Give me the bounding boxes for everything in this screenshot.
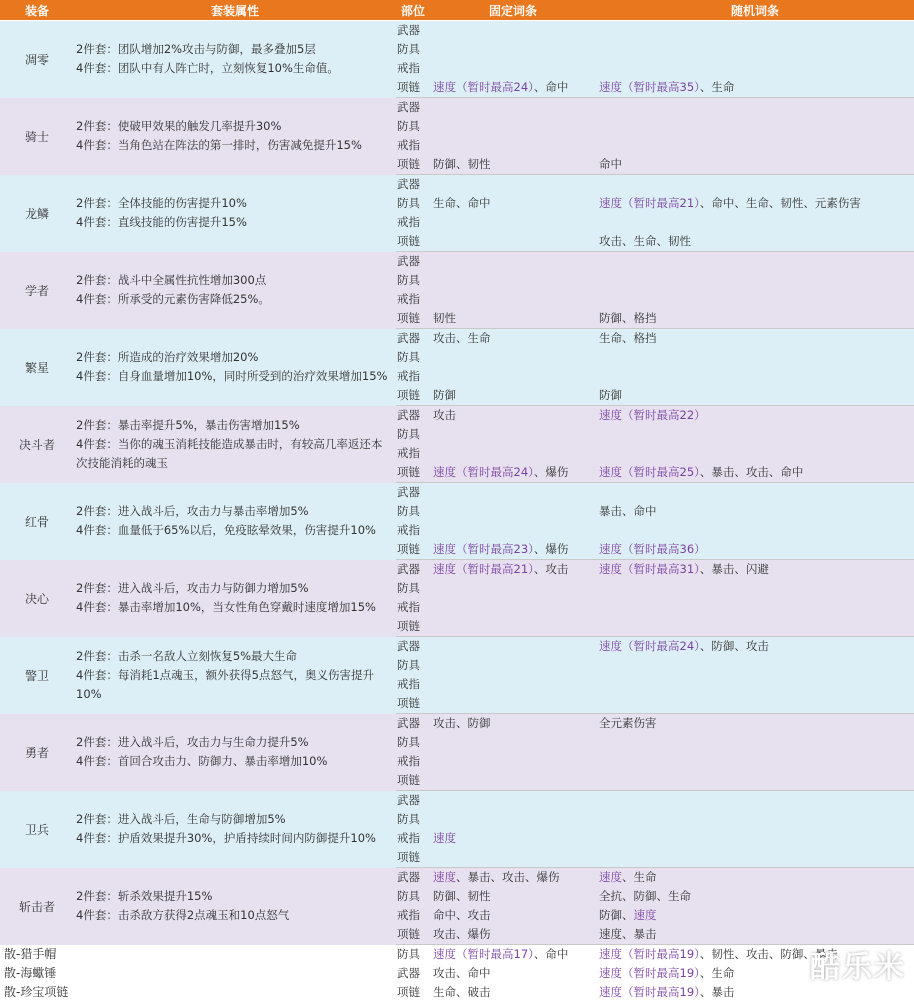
random-affix-cell (596, 21, 914, 41)
affix-text: 、命中 (534, 947, 569, 961)
random-affix-cell (596, 309, 914, 329)
set-bonus-line: 4件套：每消耗1点魂玉，额外获得5点怒气，奥义伤害提升10% (76, 666, 390, 704)
fixed-affix-cell (430, 540, 596, 560)
affix-text: 全抗、防御、生命 (599, 889, 691, 903)
random-affix-cell (596, 252, 914, 272)
set-bonus-line: 4件套：击杀敌方获得2点魂玉和10点怒气 (76, 906, 390, 925)
random-affix-cell (596, 848, 914, 868)
random-affix-cell (596, 78, 914, 98)
highlight-text: 速度（暂时最高24） (599, 639, 700, 653)
slot-label: 戒指 (396, 521, 430, 540)
fixed-affix-cell (430, 521, 596, 540)
slot-label: 防具 (396, 945, 430, 965)
highlight-text: 速度（暂时最高19） (599, 947, 700, 961)
set-description (74, 406, 396, 483)
random-affix-cell (596, 155, 914, 175)
affix-text: 生命、格挡 (599, 331, 657, 345)
affix-text: 、生命 (700, 966, 735, 980)
set-description (74, 98, 396, 175)
affix-text: 攻击、命中 (433, 966, 491, 980)
fixed-affix-cell (430, 444, 596, 463)
random-affix-cell (596, 117, 914, 136)
set-bonus-line: 4件套：自身血量增加10%，同时所受到的治疗效果增加15% (76, 367, 390, 386)
highlight-text: 速度（暂时最高25） (599, 465, 700, 479)
slot-label: 武器 (396, 637, 430, 657)
slot-label: 防具 (396, 579, 430, 598)
set-bonus-line: 4件套：当角色站在阵法的第一排时，伤害减免提升15% (76, 136, 390, 155)
slot-label: 武器 (396, 21, 430, 41)
affix-text: 、暴击、攻击、爆伤 (456, 870, 560, 884)
set-description (74, 868, 396, 945)
highlight-text: 速度（暂时最高22） (599, 408, 706, 422)
random-affix-cell (596, 637, 914, 657)
fixed-affix-cell (430, 502, 596, 521)
highlight-text: 速度 (433, 870, 456, 884)
slot-label: 武器 (396, 868, 430, 888)
highlight-text: 速度（暂时最高36） (599, 542, 706, 556)
fixed-affix-cell (430, 925, 596, 945)
random-affix-cell (596, 463, 914, 483)
set-description (74, 791, 396, 868)
random-affix-cell (596, 868, 914, 888)
set-name: 繁星 (0, 329, 74, 406)
fixed-affix-cell (430, 155, 596, 175)
highlight-text: 速度（暂时最高17） (433, 947, 534, 961)
set-bonus-line: 2件套：进入战斗后，攻击力与暴击率增加5% (76, 502, 390, 521)
set-name: 骑士 (0, 98, 74, 175)
fixed-affix-cell (430, 868, 596, 888)
set-bonus-line: 2件套：进入战斗后，生命与防御增加5% (76, 810, 390, 829)
set-bonus-line: 2件套：暴击率提升5%，暴击伤害增加15% (76, 416, 390, 435)
table-row (0, 868, 914, 888)
loose-item-name: 散-猎手帽 (0, 945, 396, 965)
table-row (0, 483, 914, 503)
fixed-affix-cell (430, 40, 596, 59)
fixed-affix-cell (430, 329, 596, 349)
fixed-affix-cell (430, 21, 596, 41)
fixed-affix-cell (430, 290, 596, 309)
random-affix-cell (596, 290, 914, 309)
random-affix-cell (596, 694, 914, 714)
affix-text: 生命、破击 (433, 985, 491, 999)
random-affix-cell (596, 483, 914, 503)
slot-label: 项链 (396, 78, 430, 98)
random-affix-cell (596, 232, 914, 252)
affix-text: 命中 (599, 157, 622, 171)
random-affix-cell (596, 348, 914, 367)
fixed-affix-cell (430, 714, 596, 734)
table-row (0, 945, 914, 965)
set-name: 龙鳞 (0, 175, 74, 252)
highlight-text: 速度（暂时最高21） (433, 562, 534, 576)
fixed-affix-cell (430, 829, 596, 848)
random-affix-cell (596, 194, 914, 213)
slot-label: 防具 (396, 194, 430, 213)
slot-label: 项链 (396, 983, 430, 1002)
affix-text: 、爆伤 (534, 465, 569, 479)
random-affix-cell (596, 579, 914, 598)
set-description (74, 21, 396, 98)
highlight-text: 速度（暂时最高19） (599, 985, 700, 999)
slot-label: 项链 (396, 925, 430, 945)
affix-text: 、生命 (700, 80, 735, 94)
slot-label: 武器 (396, 714, 430, 734)
affix-text: 生命、命中 (433, 196, 491, 210)
set-bonus-line: 2件套：团队增加2%攻击与防御，最多叠加5层 (76, 40, 390, 59)
set-description (74, 329, 396, 406)
fixed-affix-cell (430, 194, 596, 213)
affix-text: 攻击、生命 (433, 331, 491, 345)
set-name: 红骨 (0, 483, 74, 560)
set-description (74, 714, 396, 791)
set-name: 斩击者 (0, 868, 74, 945)
fixed-affix-cell (430, 887, 596, 906)
header-slot: 部位 (396, 0, 430, 21)
table-row (0, 964, 914, 983)
set-bonus-line: 4件套：血量低于65%以后，免疫眩晕效果，伤害提升10% (76, 521, 390, 540)
table-body (0, 21, 914, 1002)
slot-label: 防具 (396, 887, 430, 906)
watermark: 酷乐米 (810, 942, 906, 986)
slot-label: 戒指 (396, 444, 430, 463)
table-row (0, 714, 914, 734)
fixed-affix-cell (430, 694, 596, 714)
fixed-affix-cell (430, 463, 596, 483)
slot-label: 项链 (396, 463, 430, 483)
fixed-affix-cell (430, 945, 596, 965)
slot-label: 戒指 (396, 290, 430, 309)
affix-text: 防御、 (599, 908, 634, 922)
set-name: 凋零 (0, 21, 74, 98)
random-affix-cell (596, 502, 914, 521)
set-bonus-line: 4件套：暴击率增加10%，当女性角色穿戴时速度增加15% (76, 598, 390, 617)
affix-text: 全元素伤害 (599, 716, 657, 730)
affix-text: 、韧性、攻击、防御、暴击 (700, 947, 838, 961)
fixed-affix-cell (430, 483, 596, 503)
fixed-affix-cell (430, 232, 596, 252)
set-description (74, 483, 396, 560)
affix-text: 攻击、生命、韧性 (599, 234, 691, 248)
slot-label: 武器 (396, 483, 430, 503)
set-bonus-line: 2件套：进入战斗后，攻击力与生命力提升5% (76, 733, 390, 752)
highlight-text: 速度（暂时最高21） (599, 196, 700, 210)
fixed-affix-cell (430, 252, 596, 272)
affix-text: 攻击 (433, 408, 456, 422)
set-bonus-line: 4件套：护盾效果提升30%，护盾持续时间内防御提升10% (76, 829, 390, 848)
slot-label: 防具 (396, 502, 430, 521)
random-affix-cell (596, 598, 914, 617)
highlight-text: 速度（暂时最高23） (433, 542, 534, 556)
fixed-affix-cell (430, 271, 596, 290)
highlight-text: 速度（暂时最高24） (433, 80, 534, 94)
random-affix-cell (596, 656, 914, 675)
random-affix-cell (596, 540, 914, 560)
slot-label: 武器 (396, 791, 430, 811)
slot-label: 戒指 (396, 675, 430, 694)
highlight-text: 速度 (433, 831, 456, 845)
random-affix-cell (596, 617, 914, 637)
random-affix-cell (596, 175, 914, 195)
random-affix-cell (596, 444, 914, 463)
set-bonus-line: 2件套：使破甲效果的触发几率提升30% (76, 117, 390, 136)
table-row (0, 560, 914, 580)
random-affix-cell (596, 733, 914, 752)
fixed-affix-cell (430, 752, 596, 771)
header-random-affix: 随机词条 (596, 0, 914, 21)
slot-label: 项链 (396, 848, 430, 868)
highlight-text: 速度（暂时最高31） (599, 562, 700, 576)
fixed-affix-cell (430, 309, 596, 329)
fixed-affix-cell (430, 348, 596, 367)
set-bonus-line: 2件套：进入战斗后，攻击力与防御力增加5% (76, 579, 390, 598)
random-affix-cell (596, 791, 914, 811)
set-name: 决斗者 (0, 406, 74, 483)
loose-item-name: 散-珍宝项链 (0, 983, 396, 1002)
set-description (74, 175, 396, 252)
slot-label: 武器 (396, 98, 430, 118)
affix-text: 、暴击 (700, 985, 735, 999)
affix-text: 命中、攻击 (433, 908, 491, 922)
fixed-affix-cell (430, 675, 596, 694)
set-bonus-line: 2件套：战斗中全属性抗性增加300点 (76, 271, 390, 290)
slot-label: 防具 (396, 117, 430, 136)
random-affix-cell (596, 675, 914, 694)
random-affix-cell (596, 40, 914, 59)
slot-label: 项链 (396, 232, 430, 252)
slot-label: 防具 (396, 810, 430, 829)
slot-label: 戒指 (396, 829, 430, 848)
slot-label: 武器 (396, 175, 430, 195)
fixed-affix-cell (430, 733, 596, 752)
table-row (0, 983, 914, 1002)
random-affix-cell (596, 271, 914, 290)
fixed-affix-cell (430, 560, 596, 580)
highlight-text: 速度 (599, 870, 622, 884)
fixed-affix-cell (430, 964, 596, 983)
fixed-affix-cell (430, 78, 596, 98)
random-affix-cell (596, 59, 914, 78)
affix-text: 防御 (599, 388, 622, 402)
set-name: 警卫 (0, 637, 74, 714)
slot-label: 武器 (396, 964, 430, 983)
affix-text: 韧性 (433, 311, 456, 325)
fixed-affix-cell (430, 367, 596, 386)
fixed-affix-cell (430, 425, 596, 444)
slot-label: 项链 (396, 771, 430, 791)
random-affix-cell (596, 406, 914, 426)
random-affix-cell (596, 810, 914, 829)
fixed-affix-cell (430, 906, 596, 925)
table-row (0, 637, 914, 657)
set-bonus-line: 4件套：直线技能的伤害提升15% (76, 213, 390, 232)
affix-text: 攻击、爆伤 (433, 927, 491, 941)
random-affix-cell (596, 829, 914, 848)
fixed-affix-cell (430, 59, 596, 78)
slot-label: 防具 (396, 40, 430, 59)
fixed-affix-cell (430, 175, 596, 195)
affix-text: 、暴击、闪避 (700, 562, 769, 576)
fixed-affix-cell (430, 617, 596, 637)
set-bonus-line: 2件套：斩杀效果提升15% (76, 887, 390, 906)
slot-label: 防具 (396, 733, 430, 752)
slot-label: 武器 (396, 329, 430, 349)
set-description (74, 252, 396, 329)
highlight-text: 速度 (634, 908, 657, 922)
random-affix-cell (596, 136, 914, 155)
highlight-text: 速度（暂时最高19） (599, 966, 700, 980)
fixed-affix-cell (430, 213, 596, 232)
slot-label: 戒指 (396, 598, 430, 617)
affix-text: 速度、暴击 (599, 927, 657, 941)
random-affix-cell (596, 386, 914, 406)
affix-text: 暴击、命中 (599, 504, 657, 518)
table-row (0, 329, 914, 349)
random-affix-cell (596, 98, 914, 118)
set-bonus-line: 4件套：所承受的元素伤害降低25%。 (76, 290, 390, 309)
table-row (0, 406, 914, 426)
slot-label: 戒指 (396, 367, 430, 386)
affix-text: 、暴击、攻击、命中 (700, 465, 804, 479)
header-row (0, 0, 914, 21)
set-bonus-line: 2件套：所造成的治疗效果增加20% (76, 348, 390, 367)
header-equipment: 装备 (0, 0, 74, 21)
random-affix-cell (596, 887, 914, 906)
random-affix-cell (596, 906, 914, 925)
random-affix-cell (596, 560, 914, 580)
affix-text: 、爆伤 (534, 542, 569, 556)
random-affix-cell (596, 213, 914, 232)
table-row (0, 252, 914, 272)
affix-text: 防御、韧性 (433, 157, 491, 171)
affix-text: 防御、韧性 (433, 889, 491, 903)
fixed-affix-cell (430, 598, 596, 617)
random-affix-cell (596, 329, 914, 349)
fixed-affix-cell (430, 386, 596, 406)
table-row (0, 791, 914, 811)
set-bonus-line: 4件套：首回合攻击力、防御力、暴击率增加10% (76, 752, 390, 771)
set-bonus-line: 2件套：全体技能的伤害提升10% (76, 194, 390, 213)
fixed-affix-cell (430, 791, 596, 811)
table-row (0, 175, 914, 195)
fixed-affix-cell (430, 98, 596, 118)
fixed-affix-cell (430, 771, 596, 791)
slot-label: 防具 (396, 425, 430, 444)
affix-text: 防御、格挡 (599, 311, 657, 325)
random-affix-cell (596, 521, 914, 540)
fixed-affix-cell (430, 579, 596, 598)
fixed-affix-cell (430, 656, 596, 675)
fixed-affix-cell (430, 848, 596, 868)
slot-label: 戒指 (396, 59, 430, 78)
slot-label: 戒指 (396, 136, 430, 155)
affix-text: 、攻击 (534, 562, 569, 576)
slot-label: 项链 (396, 694, 430, 714)
slot-label: 戒指 (396, 906, 430, 925)
table-row (0, 98, 914, 118)
slot-label: 戒指 (396, 213, 430, 232)
affix-text: 攻击、防御 (433, 716, 491, 730)
set-description (74, 637, 396, 714)
affix-text: 、生命 (622, 870, 657, 884)
affix-text: 防御 (433, 388, 456, 402)
header-fixed-affix: 固定词条 (430, 0, 596, 21)
highlight-text: 速度（暂时最高35） (599, 80, 700, 94)
slot-label: 防具 (396, 656, 430, 675)
fixed-affix-cell (430, 983, 596, 1002)
random-affix-cell (596, 752, 914, 771)
random-affix-cell (596, 714, 914, 734)
slot-label: 项链 (396, 386, 430, 406)
slot-label: 项链 (396, 309, 430, 329)
header-set-attributes: 套装属性 (74, 0, 396, 21)
affix-text: 、命中 (534, 80, 569, 94)
slot-label: 项链 (396, 617, 430, 637)
slot-label: 武器 (396, 252, 430, 272)
table-row (0, 21, 914, 41)
slot-label: 武器 (396, 406, 430, 426)
set-bonus-line: 2件套：击杀一名敌人立刻恢复5%最大生命 (76, 647, 390, 666)
affix-text: 、防御、攻击 (700, 639, 769, 653)
set-name: 卫兵 (0, 791, 74, 868)
random-affix-cell (596, 425, 914, 444)
slot-label: 项链 (396, 540, 430, 560)
fixed-affix-cell (430, 136, 596, 155)
slot-label: 戒指 (396, 752, 430, 771)
set-name: 学者 (0, 252, 74, 329)
random-affix-cell (596, 367, 914, 386)
slot-label: 防具 (396, 348, 430, 367)
slot-label: 项链 (396, 155, 430, 175)
highlight-text: 速度（暂时最高24） (433, 465, 534, 479)
fixed-affix-cell (430, 117, 596, 136)
set-name: 勇者 (0, 714, 74, 791)
set-description (74, 560, 396, 637)
loose-item-name: 散-海蠍锤 (0, 964, 396, 983)
set-bonus-line: 4件套：团队中有人阵亡时，立刻恢复10%生命值。 (76, 59, 390, 78)
random-affix-cell (596, 771, 914, 791)
fixed-affix-cell (430, 406, 596, 426)
set-name: 决心 (0, 560, 74, 637)
slot-label: 武器 (396, 560, 430, 580)
fixed-affix-cell (430, 637, 596, 657)
fixed-affix-cell (430, 810, 596, 829)
affix-text: 、命中、生命、韧性、元素伤害 (700, 196, 861, 210)
set-bonus-line: 4件套：当你的魂玉消耗技能造成暴击时，有较高几率返还本次技能消耗的魂玉 (76, 435, 390, 473)
slot-label: 防具 (396, 271, 430, 290)
